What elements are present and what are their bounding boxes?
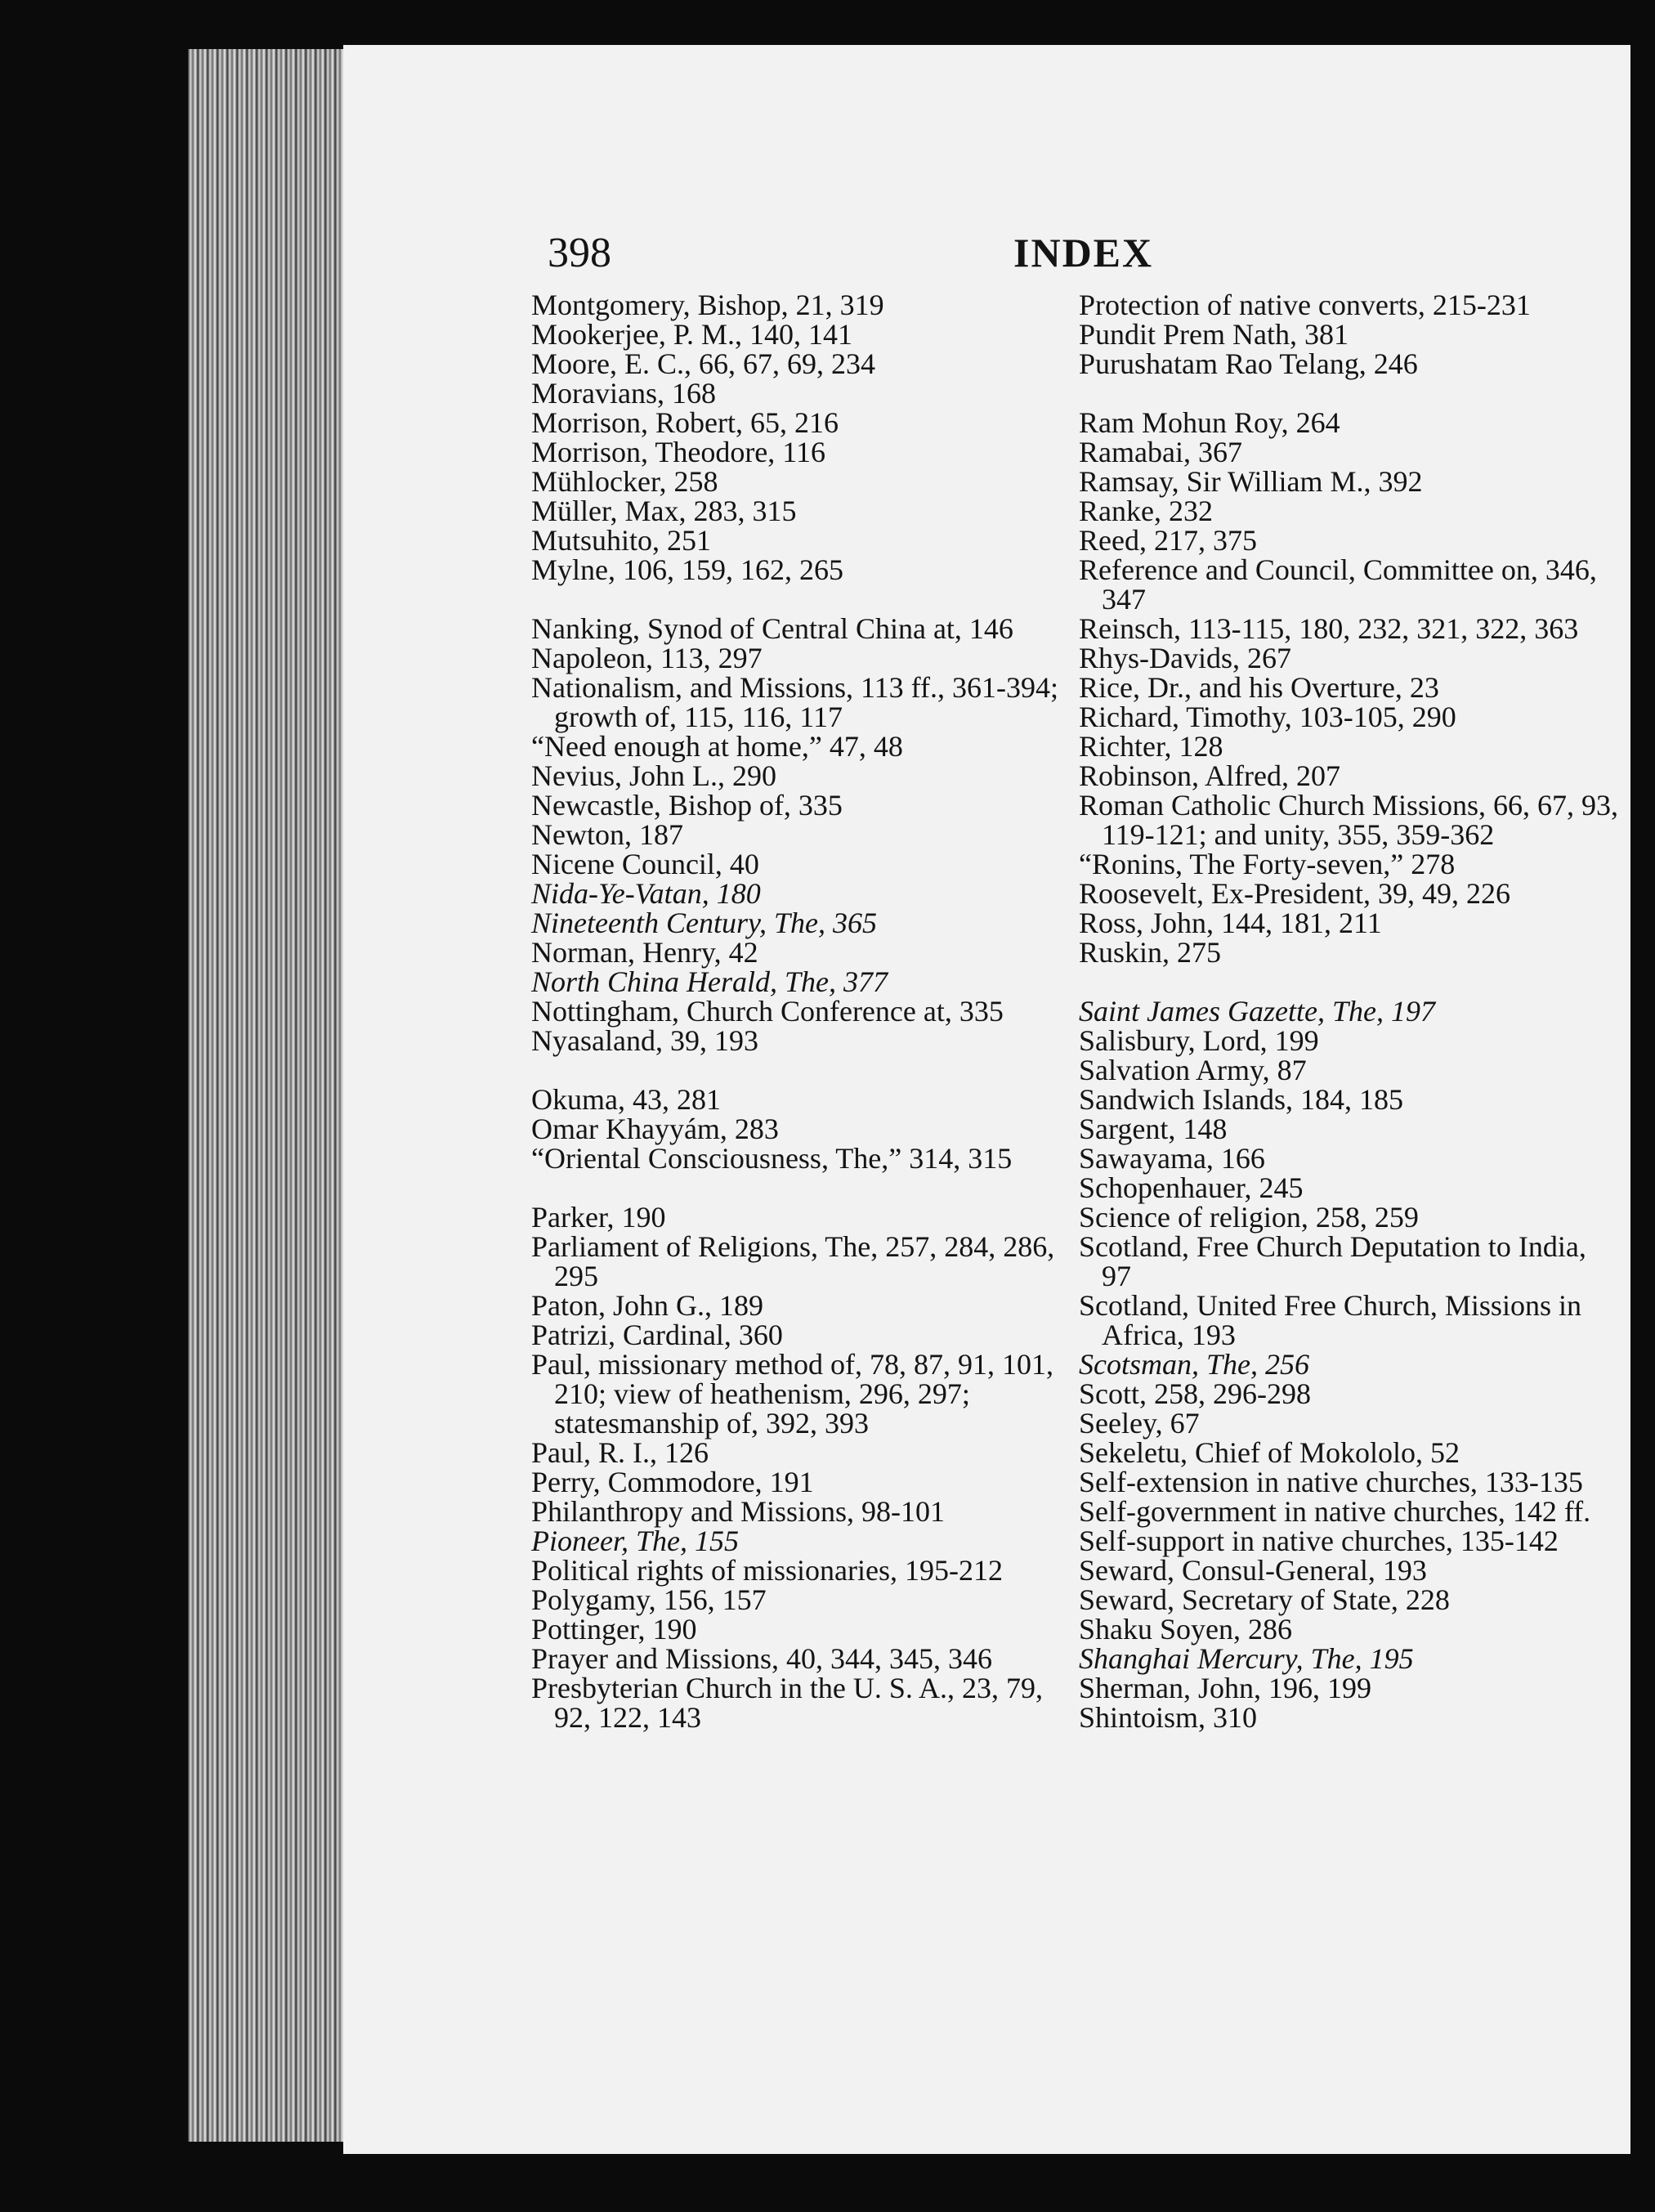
section-gap bbox=[531, 1173, 1071, 1202]
index-entry: Napoleon, 113, 297 bbox=[531, 642, 763, 674]
index-entry: Müller, Max, 283, 315 bbox=[531, 495, 797, 527]
index-entry: Morrison, Theodore, 116 bbox=[531, 436, 825, 468]
index-entry: Nationalism, and Missions, 113 ff., 361-394; growth of, 115, 116, 117 bbox=[531, 671, 1058, 733]
index-entry: Ramsay, Sir William M., 392 bbox=[1079, 465, 1423, 498]
index-entry: Sandwich Islands, 184, 185 bbox=[1079, 1083, 1403, 1116]
index-entry: Morrison, Robert, 65, 216 bbox=[531, 406, 839, 439]
index-entry: Rice, Dr., and his Overture, 23 bbox=[1079, 671, 1439, 704]
index-entry: Ranke, 232 bbox=[1079, 495, 1213, 527]
index-entry: North China Herald, The, 377 bbox=[531, 965, 888, 998]
index-entry: Salvation Army, 87 bbox=[1079, 1054, 1307, 1086]
index-entry: Ram Mohun Roy, 264 bbox=[1079, 406, 1340, 439]
index-entry: Seward, Consul-General, 193 bbox=[1079, 1554, 1427, 1587]
index-entry: Shaku Soyen, 286 bbox=[1079, 1613, 1292, 1646]
index-entry: Reference and Council, Committee on, 346, 347 bbox=[1079, 553, 1597, 616]
index-entry: Presbyterian Church in the U. S. A., 23, 79, 92, 122, 143 bbox=[531, 1672, 1043, 1734]
section-gap bbox=[531, 584, 1071, 614]
index-entry: Perry, Commodore, 191 bbox=[531, 1466, 814, 1498]
index-entry: Scotsman, The, 256 bbox=[1079, 1348, 1309, 1381]
index-entry: Mylne, 106, 159, 162, 265 bbox=[531, 553, 843, 586]
index-entry: Parliament of Religions, The, 257, 284, 286, 295 bbox=[531, 1230, 1055, 1292]
index-entry: Nida-Ye-Vatan, 180 bbox=[531, 877, 761, 910]
index-entry: Purushatam Rao Telang, 246 bbox=[1079, 347, 1418, 380]
index-column-left bbox=[531, 290, 1071, 1732]
index-entry: Reed, 217, 375 bbox=[1079, 524, 1257, 557]
index-entry: Saint James Gazette, The, 197 bbox=[1079, 995, 1435, 1028]
index-entry: Pottinger, 190 bbox=[531, 1613, 697, 1646]
index-entry: Sekeletu, Chief of Mokololo, 52 bbox=[1079, 1436, 1460, 1469]
index-entry: Ramabai, 367 bbox=[1079, 436, 1242, 468]
index-entry: Self-government in native churches, 142 ff. bbox=[1079, 1495, 1591, 1528]
index-entry: Pundit Prem Nath, 381 bbox=[1079, 318, 1349, 351]
index-entry: Parker, 190 bbox=[531, 1201, 666, 1234]
index-entry: Moravians, 168 bbox=[531, 377, 716, 410]
index-entry: Nineteenth Century, The, 365 bbox=[531, 907, 877, 939]
index-entry: Political rights of missionaries, 195-212 bbox=[531, 1554, 1003, 1587]
index-entry: Salisbury, Lord, 199 bbox=[1079, 1024, 1319, 1057]
index-entry: Polygamy, 156, 157 bbox=[531, 1583, 767, 1616]
book-page bbox=[343, 45, 1630, 2154]
index-entry: Shanghai Mercury, The, 195 bbox=[1079, 1642, 1414, 1675]
index-entry: Rhys-Davids, 267 bbox=[1079, 642, 1291, 674]
page-number: 398 bbox=[548, 230, 611, 276]
index-entry: Protection of native converts, 215-231 bbox=[1079, 289, 1531, 321]
index-entry: Schopenhauer, 245 bbox=[1079, 1171, 1304, 1204]
index-entry: Nicene Council, 40 bbox=[531, 848, 759, 880]
index-entry: Moore, E. C., 66, 67, 69, 234 bbox=[531, 347, 875, 380]
index-entry: Roosevelt, Ex-President, 39, 49, 226 bbox=[1079, 877, 1510, 910]
index-entry: Ross, John, 144, 181, 211 bbox=[1079, 907, 1382, 939]
index-entry: Paul, missionary method of, 78, 87, 91, 101, 210; view of heathenism, 296, 297; statesmanship of, 392, 393 bbox=[531, 1348, 1053, 1440]
index-entry: Robinson, Alfred, 207 bbox=[1079, 759, 1340, 792]
section-gap bbox=[1079, 967, 1618, 996]
index-entry: Philanthropy and Missions, 98-101 bbox=[531, 1495, 946, 1528]
index-entry: Mühlocker, 258 bbox=[531, 465, 718, 498]
index-entry: Nottingham, Church Conference at, 335 bbox=[531, 995, 1004, 1028]
index-entry: Norman, Henry, 42 bbox=[531, 936, 758, 969]
index-entry: “Ronins, The Forty-seven,” 278 bbox=[1079, 848, 1456, 880]
index-entry: Paul, R. I., 126 bbox=[531, 1436, 709, 1469]
section-gap bbox=[1079, 378, 1618, 408]
index-entry: Montgomery, Bishop, 21, 319 bbox=[531, 289, 884, 321]
index-entry: Reinsch, 113-115, 180, 232, 321, 322, 363 bbox=[1079, 612, 1579, 645]
index-entry: Shintoism, 310 bbox=[1079, 1701, 1258, 1734]
index-entry: Nanking, Synod of Central China at, 146 bbox=[531, 612, 1013, 645]
index-entry: Richter, 128 bbox=[1079, 730, 1223, 763]
index-entry: Scott, 258, 296-298 bbox=[1079, 1377, 1311, 1410]
index-entry: Paton, John G., 189 bbox=[531, 1289, 764, 1322]
index-entry: Newton, 187 bbox=[531, 818, 683, 851]
index-entry: Scotland, United Free Church, Missions in Africa, 193 bbox=[1079, 1289, 1581, 1351]
index-entry: Prayer and Missions, 40, 344, 345, 346 bbox=[531, 1642, 992, 1675]
index-entry: Nevius, John L., 290 bbox=[531, 759, 776, 792]
index-entry: Self-support in native churches, 135-142 bbox=[1079, 1525, 1559, 1557]
index-entry: Roman Catholic Church Missions, 66, 67, 93, 119-121; and unity, 355, 359-362 bbox=[1079, 789, 1618, 851]
index-entry: Seeley, 67 bbox=[1079, 1407, 1200, 1440]
index-entry: Mookerjee, P. M., 140, 141 bbox=[531, 318, 852, 351]
index-entry: Richard, Timothy, 103-105, 290 bbox=[1079, 701, 1456, 733]
index-entry: Ruskin, 275 bbox=[1079, 936, 1222, 969]
index-entry: Sherman, John, 196, 199 bbox=[1079, 1672, 1371, 1704]
index-entry: Newcastle, Bishop of, 335 bbox=[531, 789, 843, 822]
index-entry: Mutsuhito, 251 bbox=[531, 524, 712, 557]
index-entry: Sawayama, 166 bbox=[1079, 1142, 1265, 1175]
index-entry: “Need enough at home,” 47, 48 bbox=[531, 730, 903, 763]
running-title: INDEX bbox=[1013, 230, 1154, 275]
book-spine-edge bbox=[188, 49, 351, 2142]
index-column-right bbox=[1079, 290, 1618, 1732]
index-entry: Seward, Secretary of State, 228 bbox=[1079, 1583, 1450, 1616]
index-entry: “Oriental Consciousness, The,” 314, 315 bbox=[531, 1142, 1013, 1175]
index-entry: Okuma, 43, 281 bbox=[531, 1083, 721, 1116]
index-entry: Self-extension in native churches, 133-135 bbox=[1079, 1466, 1583, 1498]
index-entry: Sargent, 148 bbox=[1079, 1113, 1228, 1145]
index-entry: Pioneer, The, 155 bbox=[531, 1525, 739, 1557]
index-entry: Omar Khayyám, 283 bbox=[531, 1113, 779, 1145]
index-entry: Nyasaland, 39, 193 bbox=[531, 1024, 758, 1057]
index-entry: Patrizi, Cardinal, 360 bbox=[531, 1319, 783, 1351]
index-entry: Scotland, Free Church Deputation to India, 97 bbox=[1079, 1230, 1586, 1292]
section-gap bbox=[531, 1055, 1071, 1085]
index-entry: Science of religion, 258, 259 bbox=[1079, 1201, 1419, 1234]
